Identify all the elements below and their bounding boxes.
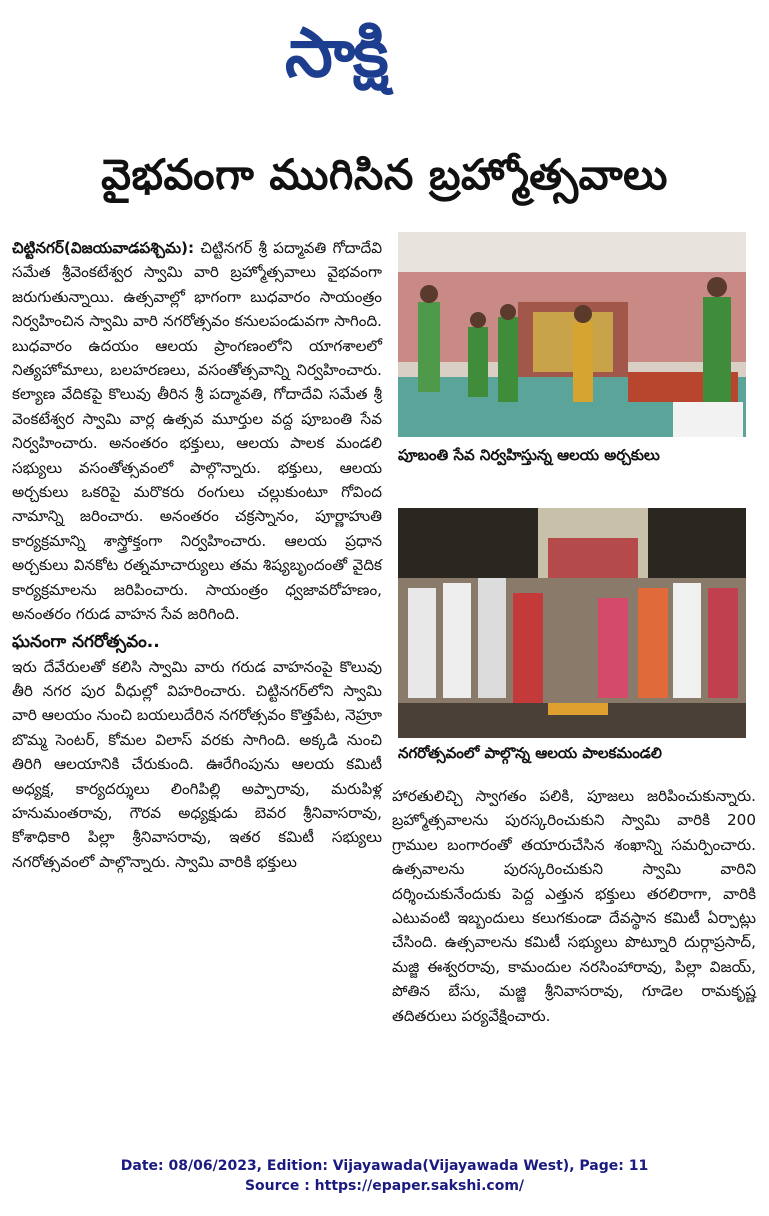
article-headline: వైభవంగా ముగిసిన బ్రహ్మోత్సవాలు xyxy=(101,150,668,199)
photo-caption-2: నగరోత్సవంలో పాల్గొన్న ఆలయ పాలకమండలి xyxy=(398,744,662,762)
footer-source-link[interactable]: Source : https://epaper.sakshi.com/ xyxy=(244,1178,525,1194)
photo-caption-1: పూబంతి సేవ నిర్వహిస్తున్న ఆలయ అర్చకులు xyxy=(398,446,746,469)
article-paragraph-1 xyxy=(12,236,382,627)
footer-edition-info: Date: 08/06/2023, Edition: Vijayawada(Vijayawada West), Page: 11 xyxy=(120,1158,649,1174)
paragraph-1-text: చిట్టినగర్ శ్రీ పద్మావతి గోదాదేవి సమేత శ్రీవెంకటేశ్వర స్వామి వారి బ్రహ్మోత్సవాలు వైభవంగా జరుగుతున్నాయి. ఉత్సవాల్లో భాగంగా బుధవారం సాయంత్రం నిర్వహించిన స్వామి వారి నగరోత్సవం కనులపండువగా సాగింది. బుధవారం ఉదయం ఆలయ ప్రాంగణంలోని యాగశాలలో నిత్యహోమాలు, బలహరణలు, వసంతోత్సవాన్ని నిర్వహించారు. కల్యాణ వేదికపై కొలువు తీరిన శ్రీ పద్మావతి, గోదాదేవి సమేత శ్రీ వెంకటేశ్వర స్వామి వార్ల ఉత్సవ మూర్తుల వద్ద పూబంతి సేవ నిర్వహించారు. అనంతరం భక్తులు, ఆలయ పాలక మండలి సభ్యులు వసంతోత్సవంలో పాల్గొన్నారు. భక్తులు, ఆలయ అర్చకులు ఒకరిపై మరొకరు రంగులు చల్లుకుంటూ గోవింద నామాన్ని జరించారు. అనంతరం చక్రస్నానం, పూర్ణాహుతి కార్యక్రమాన్ని శాస్త్రోక్తంగా నిర్వహించారు. ఆలయ ప్రధాన అర్చకులు వినకోట రత్నమాచార్యులు తమ శిష్యబృందంతో వైదిక కార్యక్రమాలను జరిపించారు. సాయంత్రం ధ్వజావరోహణం, అనంతరం గరుడ వాహన సేవ జరిగింది. xyxy=(12,239,382,624)
photo-committee-procession xyxy=(398,508,746,738)
article-column-right xyxy=(392,784,756,1028)
logo-text: సాక్షి xyxy=(285,14,387,93)
article-subheading: ఘనంగా నగరోత్సవం.. xyxy=(12,631,160,652)
article-paragraph-3: హారతులిచ్చి స్వాగతం పలికి, పూజలు జరిపించుకున్నారు. బ్రహ్మోత్సవాలను పురస్కరించుకుని స్వామి వారికి 200 గ్రాముల బంగారంతో తయారుచేసిన శంఖాన్ని సమర్పించారు. ఉత్సవాలను పురస్కరించుకుని స్వామి వారిని దర్శించుకునేందుకు పెద్ద ఎత్తున భక్తులు తరలిరాగా, వారికి ఎటువంటి ఇబ్బందులు కలుగకుండా దేవస్థాన కమిటీ ఏర్పాట్లు చేసింది. ఉత్సవాలను కమిటీ సభ్యులు పొట్నూరి దుర్గాప్రసాద్, మజ్జి ఈశ్వరరావు, కామందుల నరసింహారావు, పిల్లా విజయ్, పోతిన బేసు, మజ్జి శ్రీనివాసరావు, గూడెల రామకృష్ణ తదితరులు పర్యవేక్షించారు. xyxy=(392,787,756,1025)
article-column-left xyxy=(12,236,382,874)
photo-priests-ritual xyxy=(398,232,746,437)
article-paragraph-2: ఇరు దేవేరులతో కలిసి స్వామి వారు గరుడ వాహనంపై కొలువు తీరి నగర పుర వీధుల్లో విహరించారు. చిట్టినగర్‌లోని స్వామి వారి ఆలయం నుంచి బయలుదేరిన నగరోత్సవం కొత్తపేట, నెహ్రూ బొమ్మ సెంటర్, కోమల విలాస్ వరకు సాగింది. అక్కడి నుంచి తిరిగి ఆలయానికి చేరుకుంది. ఊరేగింపును ఆలయ కమిటీ అధ్యక్ష, కార్యదర్శులు లింగిపిల్లి అప్పారావు, మరుపిళ్ల హనుమంతరావు, గౌరవ అధ్యక్షుడు బెవర శ్రీనివాసరావు, కోశాధికారి పిల్లా శ్రీనివాసరావు, ఇతర కమిటీ సభ్యులు నగరోత్సవంలో పాల్గొన్నారు. స్వామి వారికి భక్తులు xyxy=(12,657,382,871)
dateline-place: చిట్టినగర్(విజయవాడపశ్చిమ): xyxy=(12,239,195,257)
sakshi-logo xyxy=(285,14,490,94)
